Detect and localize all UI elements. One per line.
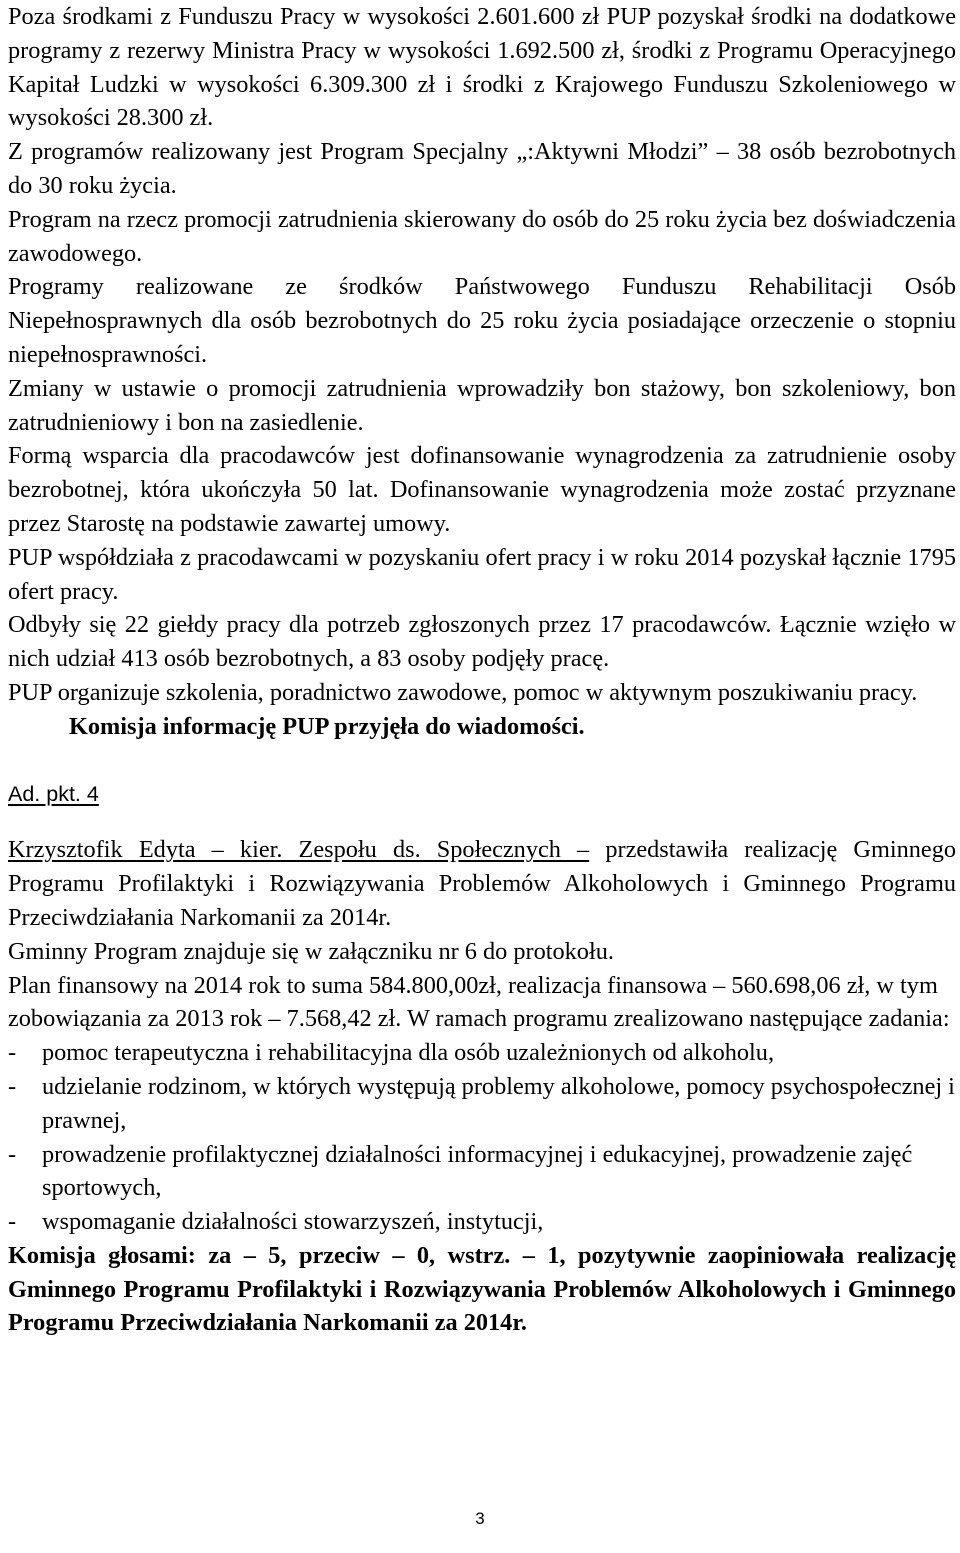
list-item — [8, 1036, 956, 1070]
paragraph-special-program: Z programów realizowany jest Program Specjalny „:Aktywni Młodzi” – 38 osób bezrobotnych do 30 roku życia. — [8, 138, 956, 199]
spacer — [8, 811, 956, 833]
paragraph-job-offers: PUP współdziała z pracodawcami w pozyskaniu ofert pracy i w roku 2014 pozyskał łącznie 1795 ofert pracy. — [8, 543, 956, 605]
list-item — [8, 1138, 956, 1206]
presenter-text: przedstawiła realizację Gminnego Programu Profilaktyki i Rozwiązywania Problemów Alkoholowych i Gminnego Programu Przeciwdziałania Narkomanii za 2014r. — [8, 836, 956, 931]
section-heading: Ad. pkt. 4 — [8, 781, 99, 806]
list-item-text: wspomaganie działalności stowarzyszeń, instytucji, — [42, 1208, 544, 1236]
commission-conclusion-program: Komisja głosami: za – 5, przeciw – 0, wstrz. – 1, pozytywnie zaopiniowała realizację Gminnego Programu Profilaktyki i Rozwiązywania Problemów Alkoholowych i Gminnego Programu Przeciwdziałania Narkomanii za 2014r. — [8, 1241, 956, 1337]
list-item-text: prowadzenie profilaktycznej działalności informacyjnej i edukacyjnej, prowadzenie zajęć sportowych, — [42, 1140, 913, 1202]
list-dash: - — [8, 1208, 17, 1236]
list-item-text: pomoc terapeutyczna i rehabilitacyjna dla osób uzależnionych od alkoholu, — [42, 1039, 775, 1067]
page-number: 3 — [475, 1509, 485, 1528]
paragraph-act-changes: Zmiany w ustawie o promocji zatrudnienia wprowadziły bon stażowy, bon szkoleniowy, bon zatrudnieniowy i bon na zasiedlenie. — [8, 374, 956, 436]
list-item-text: udzielanie rodzinom, w których występują problemy alkoholowe, pomocy psychospołecznej i prawnej, — [42, 1072, 955, 1134]
list-dash: - — [8, 1072, 17, 1100]
paragraph-financial-plan: Plan finansowy na 2014 rok to suma 584.800,00zł, realizacja finansowa – 560.698,06 zł, w tym zobowiązania za 2013 rok – 7.568,42 zł. W ramach programu zrealizowano następujące zadania: — [8, 971, 950, 1033]
paragraph-pfron-programs: Programy realizowane ze środków Państwowego Funduszu Rehabilitacji Osób Niepełnosprawnych dla osób bezrobotnych do 25 roku życia posiadające orzeczenie o stopniu niepełnosprawności. — [8, 273, 956, 368]
list-dash: - — [8, 1140, 17, 1168]
paragraph-funding: Poza środkami z Funduszu Pracy w wysokości 2.601.600 zł PUP pozyskał środki na dodatkowe programy z rezerwy Ministra Pracy w wysokości 1.692.500 zł, środki z Programu Operacyjnego Kapitał Ludzki w wysokości 6.309.300 zł i środki z Krajowego Funduszu Szkoleniowego w wysokości 28.300 zł. — [8, 3, 956, 132]
paragraph-promotion-program: Program na rzecz promocji zatrudnienia skierowany do osób do 25 roku życia bez doświadczenia zawodowego. — [8, 205, 956, 267]
document-page — [8, 0, 956, 1340]
task-list — [8, 1036, 956, 1239]
list-item — [8, 1070, 956, 1138]
list-dash: - — [8, 1039, 17, 1067]
commission-conclusion-pup: Komisja informację PUP przyjęła do wiadomości. — [69, 712, 585, 740]
paragraph-pup-services: PUP organizuje szkolenia, poradnictwo zawodowe, pomoc w aktywnym poszukiwaniu pracy. — [8, 678, 918, 706]
paragraph-employer-support: Formą wsparcia dla pracodawców jest dofinansowanie wynagrodzenia za zatrudnienie osoby bezrobotnej, która ukończyła 50 lat. Dofinansowanie wynagrodzenia może zostać przyznane przez Starostę na podstawie zawartej umowy. — [8, 442, 956, 537]
presenter-name: Krzysztofik Edyta – kier. Zespołu ds. Społecznych – — [8, 836, 590, 864]
paragraph-attachment: Gminny Program znajduje się w załączniku nr 6 do protokołu. — [8, 937, 614, 965]
spacer — [8, 744, 956, 778]
paragraph-presenter — [8, 833, 956, 934]
list-item — [8, 1205, 956, 1239]
paragraph-job-fairs: Odbyły się 22 giełdy pracy dla potrzeb zgłoszonych przez 17 pracodawców. Łącznie wzięło w nich udział 413 osób bezrobotnych, a 83 osoby podjęły pracę. — [8, 611, 956, 673]
